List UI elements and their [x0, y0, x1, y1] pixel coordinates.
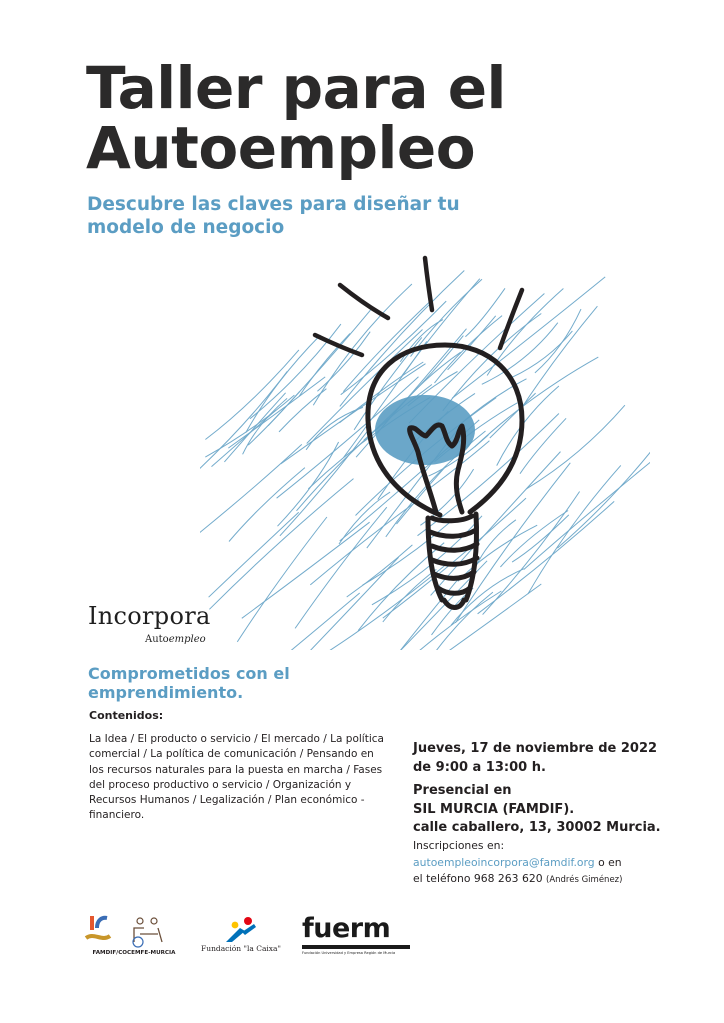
fuerm-underline — [302, 945, 410, 949]
scribble-stroke — [288, 593, 360, 650]
fuerm-wordmark: fuerm — [302, 913, 391, 944]
contents-text: La Idea / El producto o servicio / El mercado / La política comercial / La política de comunicación / Pensando en los recursos naturales para la puesta en marcha / Fases del proceso productivo o servicio / Organización y Recursos Humanos / Legalización / Plan económico - financiero. — [89, 733, 384, 822]
scribble-stroke — [347, 545, 413, 597]
scribble-stroke — [383, 569, 437, 622]
scribble-stroke — [339, 492, 390, 544]
incorpora-logo-text: Incorpora — [88, 602, 211, 630]
incorpora-logo-subtitle — [145, 634, 206, 645]
scribble-stroke — [455, 463, 570, 623]
poster-subtitle: Descubre las claves para diseñar tu modelo de negocio — [87, 194, 460, 238]
famdif-logo — [84, 912, 184, 960]
scribble-stroke — [416, 584, 542, 650]
fuerm-caption: Fundación Universidad y Empresa Región de Murcia — [302, 951, 396, 955]
registration-contact: (Andrés Giménez) — [546, 875, 623, 885]
scribble-stroke — [483, 492, 580, 615]
scribble-stroke — [520, 306, 597, 410]
famdif-logo-icon — [84, 912, 184, 950]
registration-or: o en — [594, 855, 622, 869]
scribble-stroke — [200, 371, 287, 475]
tagline: Comprometidos con el emprendimiento. — [88, 664, 290, 702]
event-date: Jueves, 17 de noviembre de 2022 — [413, 741, 658, 756]
registration-line-email — [413, 855, 703, 872]
registration-line-phone — [413, 871, 703, 889]
lacaixa-star-icon — [196, 914, 286, 944]
poster-title: Taller para el Autoempleo — [86, 54, 506, 182]
event-mode: Presencial en — [413, 783, 512, 798]
contents-label: Contenidos: — [89, 709, 164, 722]
registration-email-link[interactable]: autoempleoincorpora@famdif.org — [413, 855, 595, 869]
lacaixa-logo — [196, 914, 286, 958]
event-time: de 9:00 a 13:00 h. — [413, 759, 546, 775]
registration-block — [413, 838, 703, 889]
scribble-stroke — [224, 393, 285, 462]
scribble-stroke — [300, 557, 399, 650]
scribble-stroke — [512, 331, 573, 378]
scribble-stroke — [246, 335, 321, 433]
scribble-stroke — [237, 517, 327, 642]
event-venue: SIL MURCIA (FAMDIF). — [413, 801, 575, 817]
scribble-stroke — [452, 277, 605, 398]
scribble-stroke — [209, 479, 353, 610]
scribble-stroke — [524, 459, 650, 569]
brand-sub-italic: empleo — [168, 634, 206, 645]
registration-label: Inscripciones en: — [413, 839, 505, 852]
scribble-stroke — [557, 438, 650, 548]
scribble-stroke — [500, 511, 568, 568]
light-rays — [315, 258, 522, 355]
famdif-caption: FAMDIF/COCEMFE-MURCIA — [92, 950, 176, 956]
lacaixa-caption: Fundación "la Caixa" — [201, 944, 281, 953]
scribble-stroke — [228, 377, 325, 448]
event-details — [413, 740, 673, 838]
fuerm-logo — [300, 914, 412, 958]
event-address: calle caballero, 13, 30002 Murcia. — [413, 820, 661, 835]
scribble-stroke — [209, 512, 299, 597]
scribble-stroke — [520, 418, 566, 473]
scribble-stroke — [475, 357, 599, 447]
brand-sub-prefix: Auto — [145, 634, 169, 645]
scribble-stroke — [242, 522, 370, 618]
scribble-stroke — [528, 465, 621, 594]
registration-phone: el teléfono 968 263 620 — [413, 872, 543, 885]
lightbulb-illustration — [200, 250, 650, 650]
scribble-stroke — [443, 314, 542, 411]
